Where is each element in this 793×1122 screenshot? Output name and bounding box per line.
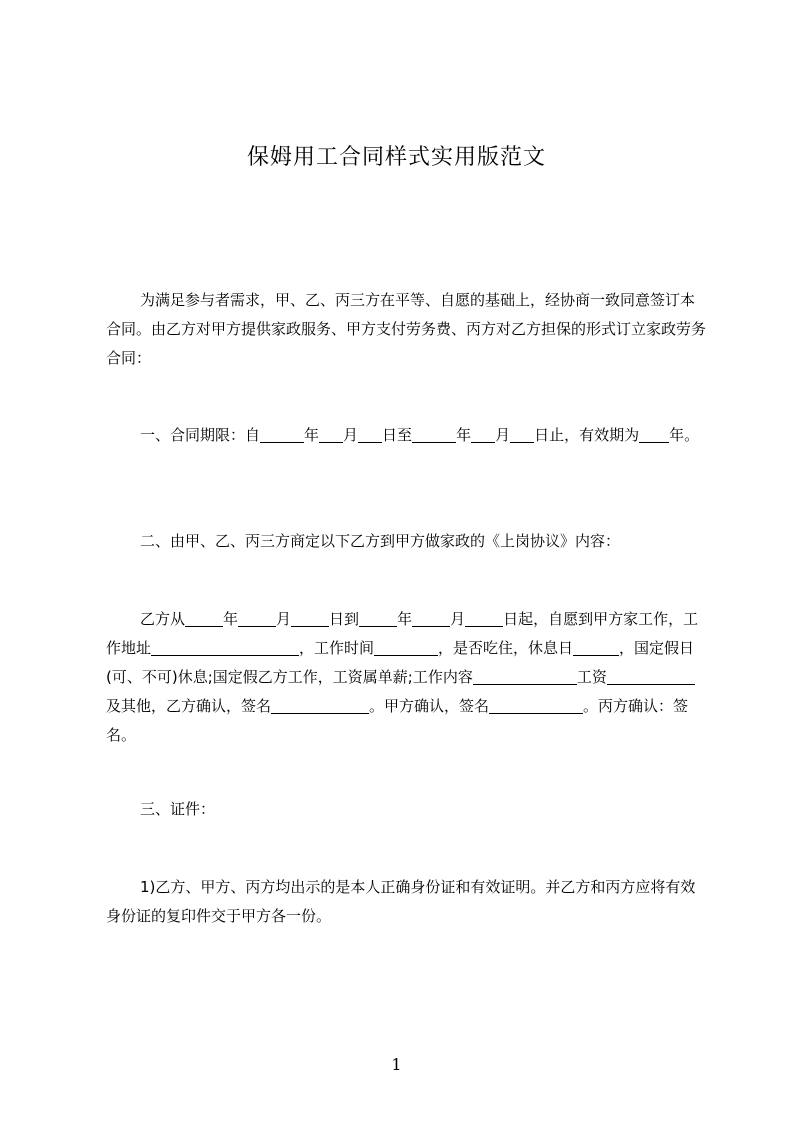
blank-field [260, 426, 304, 443]
blank-field [358, 426, 382, 443]
blank-field [639, 426, 669, 443]
term-text: 年。 [669, 426, 700, 444]
blank-field [412, 610, 450, 627]
job-agreement-paragraph [106, 605, 706, 750]
term-text: 日止，有效期为 [534, 426, 640, 444]
blank-field [359, 610, 397, 627]
section-3-item-1: 1)乙方、甲方、丙方均出示的是本人正确身份证和有效证明。并乙方和丙方应将有效身份证的复印件交于甲方各一份。 [106, 878, 696, 925]
blank-field [607, 668, 695, 685]
blank-field [291, 610, 329, 627]
agreement-text: 日到 [329, 610, 360, 628]
agreement-text: ，工作时间 [299, 639, 375, 657]
agreement-text: 工资 [576, 668, 607, 686]
agreement-text: 日起，自愿到甲方家工作，工作地址 [106, 610, 699, 657]
blank-field [151, 639, 299, 656]
term-text: 日至 [382, 426, 413, 444]
blank-field [489, 697, 583, 714]
agreement-text: 及其他，乙方确认，签名 [106, 697, 272, 715]
term-text: 年 [456, 426, 472, 444]
blank-field [471, 426, 495, 443]
blank-field [573, 639, 619, 656]
page-number: 1 [391, 1055, 402, 1074]
agreement-text: 乙方从 [140, 610, 186, 628]
term-label: 一、合同期限：自 [140, 426, 261, 444]
blank-field [238, 610, 276, 627]
blank-field [465, 610, 503, 627]
section-2-heading: 二、由甲、乙、丙三方商定以下乙方到甲方做家政的《上岗协议》内容： [140, 532, 621, 550]
document-title: 保姆用工合同样式实用版范文 [246, 145, 546, 170]
agreement-text: 。丙方确认：签名。 [106, 697, 689, 744]
agreement-text: ，国定假日(可、不可)休息;国定假乙方工作，工资属单薪;工作内容 [106, 639, 695, 686]
agreement-text: 年 [397, 610, 413, 628]
blank-field [185, 610, 223, 627]
blank-field [271, 697, 369, 714]
agreement-text: 。甲方确认，签名 [369, 697, 490, 715]
section-3-heading: 三、证件： [140, 800, 216, 818]
blank-field [412, 426, 456, 443]
agreement-text: 年 [223, 610, 239, 628]
blank-field [510, 426, 534, 443]
blank-field [374, 639, 438, 656]
term-text: 月 [343, 426, 359, 444]
agreement-text: ，是否吃住，休息日 [438, 639, 574, 657]
contract-term-paragraph [106, 421, 706, 450]
intro-paragraph: 为满足参与者需求，甲、乙、丙三方在平等、自愿的基础上，经协商一致同意签订本合同。由乙方对甲方提供家政服务、甲方支付劳务费、丙方对乙方担保的形式订立家政劳务合同： [106, 291, 707, 367]
term-text: 月 [495, 426, 511, 444]
agreement-text: 月 [450, 610, 466, 628]
blank-field [319, 426, 343, 443]
term-text: 年 [304, 426, 320, 444]
blank-field [473, 668, 577, 685]
agreement-text: 月 [276, 610, 292, 628]
